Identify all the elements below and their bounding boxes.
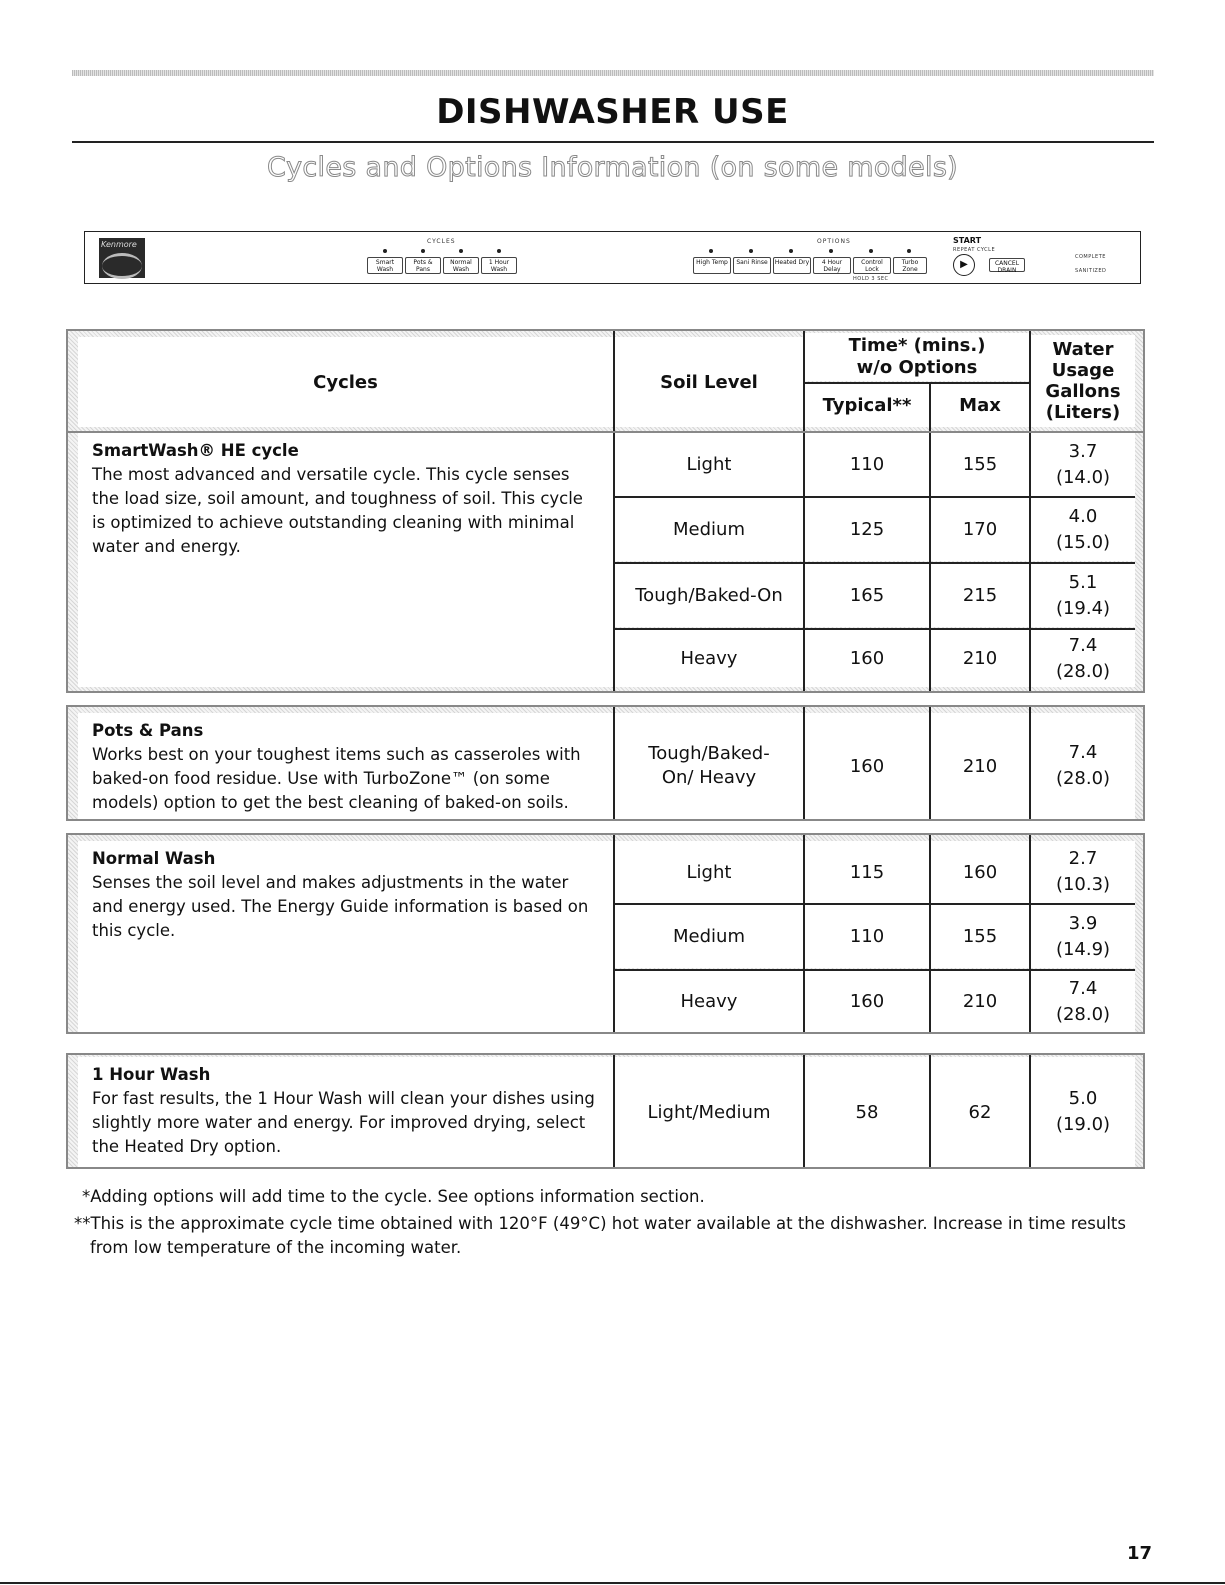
indicator-dot [869, 249, 873, 253]
cycle-button-1-hour-wash: 1 Hour Wash [481, 257, 517, 274]
section-subtitle: Cycles and Options Information (on some models) [266, 152, 959, 183]
table-row-water [1031, 630, 1135, 687]
water-gallons: 7.4 [1068, 634, 1098, 656]
cycle-button-smart-wash: Smart Wash [367, 257, 403, 274]
table-row-max: 215 [931, 564, 1029, 627]
status-sanitized: SANITIZED [1075, 268, 1107, 274]
table-row-typical: 165 [805, 564, 929, 627]
wave-icon [102, 253, 142, 279]
status-complete: COMPLETE [1075, 254, 1106, 260]
header-max: Max [931, 384, 1029, 427]
normal-wash-group [66, 833, 1145, 1034]
option-button-high-temp: High Temp [693, 257, 731, 274]
footnote-cycle-time: **This is the approximate cycle time obtained with 120°F (49°C) hot water available at the dishwasher. Increase in time results from low temperature of the incoming water. [74, 1214, 1126, 1257]
one-hour-wash-group [66, 1053, 1145, 1169]
option-button-turbo-zone: Turbo Zone [893, 257, 927, 274]
header-water-usage: Water Usage Gallons (Liters) [1031, 335, 1135, 427]
start-play-icon: ▶ [953, 254, 975, 276]
header-typical: Typical** [805, 384, 929, 427]
water-liters: (14.9) [1055, 938, 1111, 960]
table-row-water [1031, 433, 1135, 496]
indicator-dot [383, 249, 387, 253]
options-label: OPTIONS [817, 238, 851, 245]
water-liters: (19.0) [1055, 1114, 1111, 1135]
water-liters: (14.0) [1055, 466, 1111, 488]
repeat-cycle-label: REPEAT CYCLE [953, 247, 996, 253]
cycles-label: CYCLES [427, 238, 456, 245]
indicator-dot [421, 249, 425, 253]
header-soil-level: Soil Level [615, 337, 803, 427]
cycle-name: Pots & Pans [92, 721, 204, 740]
table-row-max: 160 [931, 841, 1029, 903]
table-row-soil: Medium [615, 498, 803, 561]
table-row-max: 210 [931, 971, 1029, 1032]
table-row-water [1031, 498, 1135, 561]
option-button-4-hour-delay: 4 Hour Delay [813, 257, 851, 274]
top-border [72, 70, 1154, 76]
table-row-water [1031, 971, 1135, 1032]
table-row-typical: 110 [805, 433, 929, 496]
table-row-max: 155 [931, 905, 1029, 968]
cycle-description: Works best on your toughest items such as casseroles with baked-on food residue. Use with TurboZone™ (on some models) option to get the best cleaning of baked-on soils. [92, 745, 581, 812]
one-hour-wash-description-cell [78, 1057, 613, 1167]
table-header [66, 329, 1145, 433]
kenmore-logo [99, 238, 145, 278]
cycle-description: The most advanced and versatile cycle. This cycle senses the load size, soil amount, and toughness of soil. This cycle is optimized to achieve outstanding cleaning with minimal water and energy. [92, 465, 583, 556]
indicator-dot [497, 249, 501, 253]
table-row-typical: 160 [805, 971, 929, 1032]
title-rule [72, 141, 1154, 143]
page-title: DISHWASHER USE [436, 92, 789, 132]
cancel-drain-button: CANCEL DRAIN [989, 258, 1025, 272]
table-row-max: 155 [931, 433, 1029, 496]
header-time: Time* (mins.) w/o Options [805, 333, 1029, 381]
footnote-options: *Adding options will add time to the cycle. See options information section. [82, 1187, 705, 1206]
water-gallons: 4.0 [1068, 505, 1098, 527]
water-gallons: 3.7 [1068, 440, 1098, 462]
water-gallons: 3.9 [1068, 912, 1098, 934]
table-row-typical: 58 [805, 1057, 929, 1167]
water-gallons: 5.1 [1068, 571, 1098, 593]
cycle-name: SmartWash® HE cycle [92, 441, 299, 460]
logo-text: Kenmore [101, 240, 137, 249]
table-row-typical: 160 [805, 713, 929, 819]
normal-wash-description-cell [78, 841, 613, 1032]
header-cycles: Cycles [78, 337, 613, 427]
pots-pans-group [66, 705, 1145, 821]
option-button-control-lock: Control Lock [853, 257, 891, 274]
smartwash-description-cell [78, 433, 613, 687]
cycle-name: Normal Wash [92, 849, 216, 868]
table-row-soil: Tough/Baked-On [615, 564, 803, 627]
hold-label: HOLD 3 SEC [853, 276, 889, 282]
start-label: START [953, 236, 982, 245]
water-gallons: 2.7 [1068, 848, 1098, 869]
table-row-water [1031, 905, 1135, 968]
table-row-max: 170 [931, 498, 1029, 561]
table-row-water [1031, 1057, 1135, 1167]
table-row-max: 210 [931, 630, 1029, 687]
page-number: 17 [1126, 1543, 1152, 1564]
option-button-heated-dry: Heated Dry [773, 257, 811, 274]
table-row-max: 62 [931, 1057, 1029, 1167]
cycle-button-normal-wash: Normal Wash [443, 257, 479, 274]
water-gallons: 5.0 [1068, 1088, 1098, 1109]
water-gallons: 7.4 [1068, 742, 1098, 763]
indicator-dot [749, 249, 753, 253]
indicator-dot [829, 249, 833, 253]
cycle-button-pots-pans: Pots & Pans [405, 257, 441, 274]
table-row-soil: Tough/Baked-On/ Heavy [615, 713, 803, 819]
water-liters: (28.0) [1055, 660, 1111, 682]
table-row-typical: 125 [805, 498, 929, 561]
table-row-soil: Heavy [615, 630, 803, 687]
indicator-dot [907, 249, 911, 253]
table-row-typical: 160 [805, 630, 929, 687]
table-row-water [1031, 841, 1135, 903]
water-liters: (15.0) [1055, 531, 1111, 553]
table-row-water [1031, 713, 1135, 819]
bottom-rule [0, 1582, 1225, 1584]
indicator-dot [789, 249, 793, 253]
cycle-name: 1 Hour Wash [92, 1065, 211, 1084]
cycle-description: Senses the soil level and makes adjustments in the water and energy used. The Energy Guide information is based on this cycle. [92, 873, 589, 940]
cycle-description: For fast results, the 1 Hour Wash will clean your dishes using slightly more water and energy. For improved drying, select the Heated Dry option. [92, 1089, 595, 1156]
table-row-soil: Heavy [615, 971, 803, 1032]
smartwash-group [66, 431, 1145, 693]
table-row-soil: Light/Medium [615, 1057, 803, 1167]
table-row-typical: 115 [805, 841, 929, 903]
indicator-dot [459, 249, 463, 253]
table-row-water [1031, 564, 1135, 627]
control-panel-illustration [84, 231, 1141, 284]
indicator-dot [709, 249, 713, 253]
table-row-soil: Light [615, 841, 803, 903]
water-liters: (10.3) [1055, 874, 1111, 895]
table-row-max: 210 [931, 713, 1029, 819]
option-button-sani-rinse: Sani Rinse [733, 257, 771, 274]
water-liters: (28.0) [1055, 1003, 1111, 1025]
table-row-soil: Medium [615, 905, 803, 968]
water-liters: (28.0) [1055, 768, 1111, 789]
table-row-soil: Light [615, 433, 803, 496]
table-row-typical: 110 [805, 905, 929, 968]
water-liters: (19.4) [1055, 597, 1111, 619]
pots-pans-description-cell [78, 713, 613, 819]
water-gallons: 7.4 [1068, 977, 1098, 999]
